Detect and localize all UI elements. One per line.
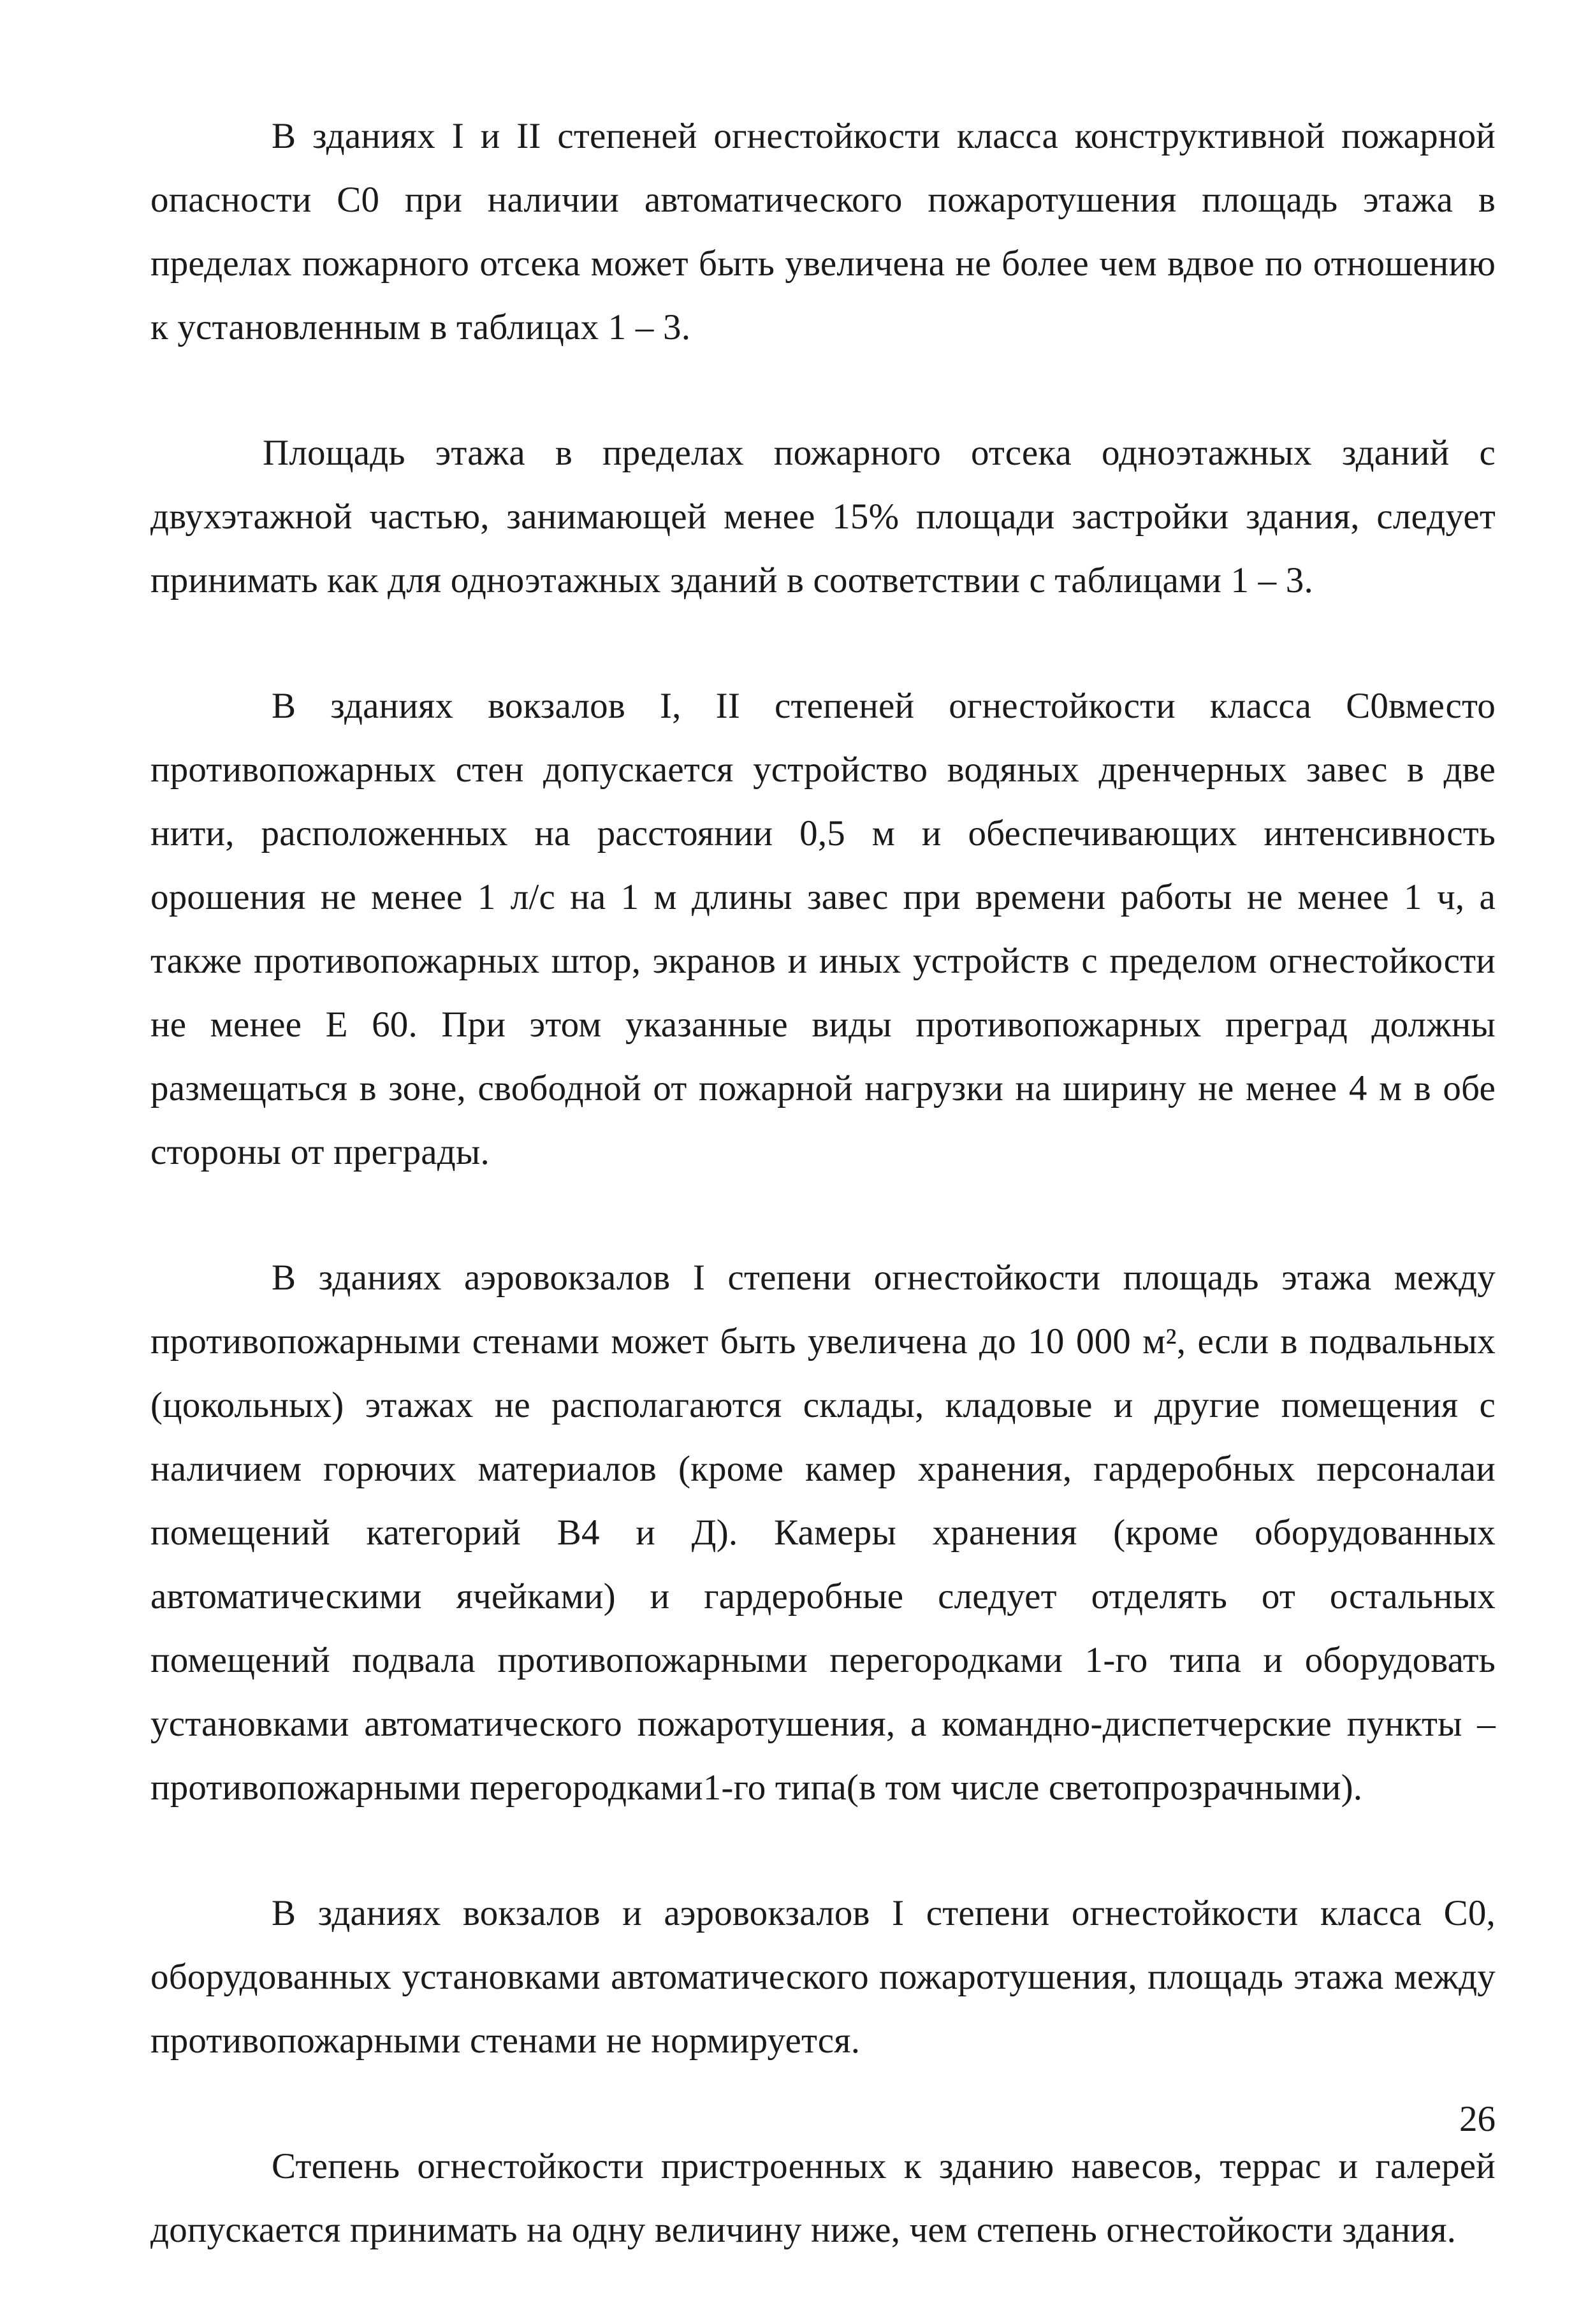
document-page	[150, 105, 1496, 2324]
paragraph-single-storey-two-storey-part: Площадь этажа в пределах пожарного отсека одноэтажных зданий с двухэтажной частью, занимающей менее 15% площади застройки здания, следует принимать как для одноэтажных зданий в соответствии с таблицами 1 – 3.	[150, 433, 1496, 600]
page-number: 26	[1459, 2099, 1496, 2139]
paragraph-air-terminals-floor-area: В зданиях аэровокзалов I степени огнестойкости площадь этажа между противопожарными стенами может быть увеличена до 10 000 м², если в подвальных (цокольных) этажах не располагаются склады, кладовые и другие помещения с наличием горючих материалов (кроме камер хранения, гардеробных персоналаи помещений категорий В4 и Д). Камеры хранения (кроме оборудованных автоматическими ячейками) и гардеробные следует отделять от остальных помещений подвала противопожарными перегородками 1-го типа и оборудовать установками автоматического пожаротушения, а командно-диспетчерские пункты – противопожарными перегородками1-го типа(в том числе светопрозрачными).	[150, 1258, 1496, 1808]
paragraph-stations-sprinklered-area: В зданиях вокзалов и аэровокзалов I степени огнестойкости класса С0, оборудованных установками автоматического пожаротушения, площадь этажа между противопожарными стенами не нормируется.	[150, 1893, 1496, 2061]
paragraph-canopies-terraces-galleries: Степень огнестойкости пристроенных к зданию навесов, террас и галерей допускается принимать на одну величину ниже, чем степень огнестойкости здания.	[150, 2146, 1496, 2250]
paragraph-railway-stations-drencher-curtains: В зданиях вокзалов I, II степеней огнестойкости класса С0вместо противопожарных стен допускается устройство водяных дренчерных завес в две нити, расположенных на расстоянии 0,5 м и обеспечивающих интенсивность орошения не менее 1 л/с на 1 м длины завес при времени работы не менее 1 ч, а также противопожарных штор, экранов и иных устройств с пределом огнестойкости не менее Е 60. При этом указанные виды противопожарных преград должны размещаться в зоне, свободной от пожарной нагрузки на ширину не менее 4 м в обе стороны от преграды.	[150, 686, 1496, 1172]
paragraph-fire-resistance-area-doubling: В зданиях I и II степеней огнестойкости класса конструктивной пожарной опасности С0 при наличии автоматического пожаротушения площадь этажа в пределах пожарного отсека может быть увеличена не более чем вдвое по отношению к установленным в таблицах 1 – 3.	[150, 116, 1496, 347]
